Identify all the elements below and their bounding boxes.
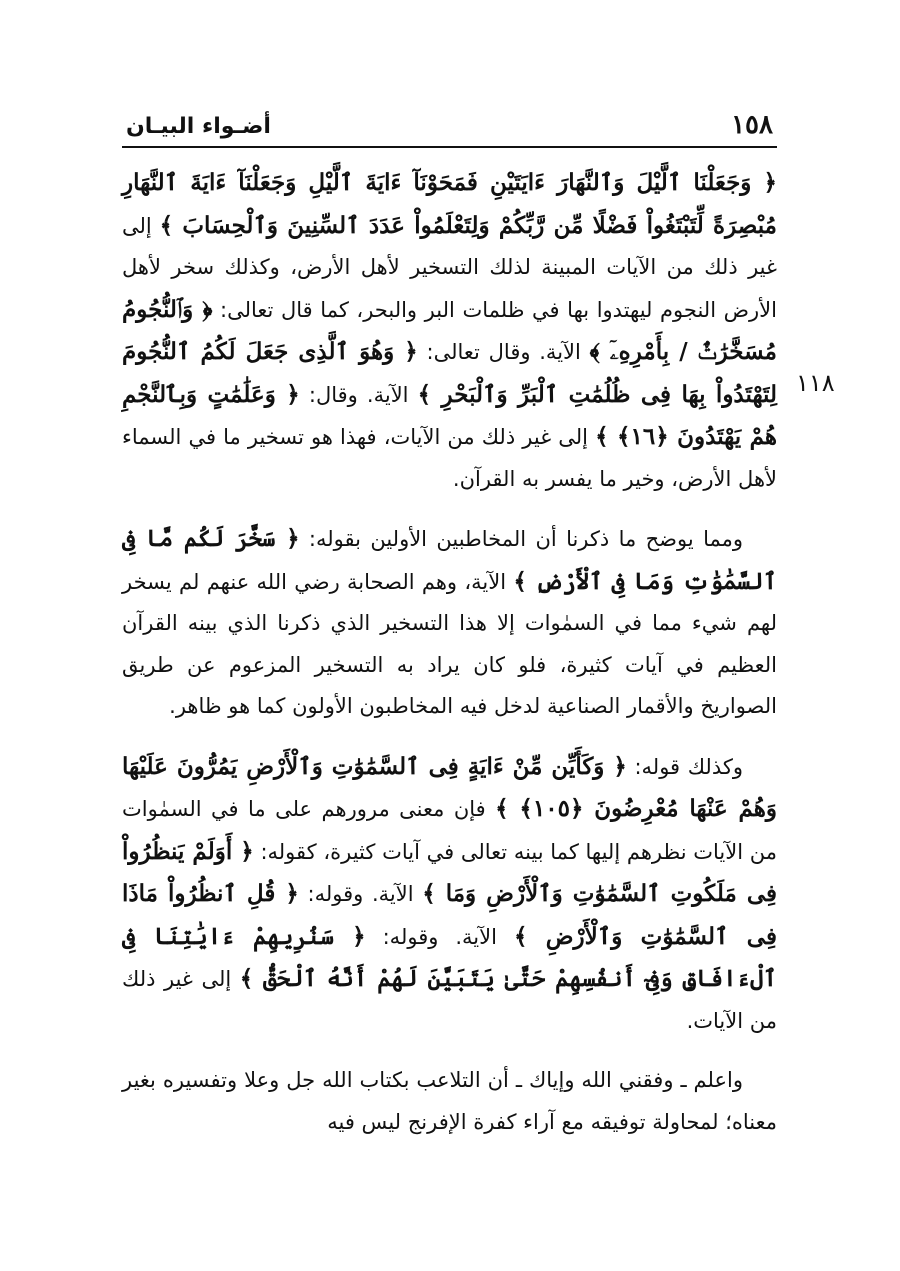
text-segment: فإن معنى مرورهم على ما في السمٰوات من الآيات نظرهم إليها كما بينه تعالى في آيات كثيرة، كقوله: [122,797,778,864]
text-segment: الآية. وقوله: [298,882,423,906]
text-segment: واعلم ـ وفقني الله وإياك ـ أن التلاعب بكتاب الله جل وعلا وتفسيره بغير معناه؛ لمحاولة توفيقه مع آراء كفرة الإفرنج ليس فيه [122,1068,777,1134]
page-header [122,104,777,148]
quran-verse: ﴿ وَعَلَٰمَٰتٍ وَبِٱلنَّجْمِ هُمْ يَهْتَدُونَ ﴿١٦﴾ ﴾ [122,380,777,450]
text-segment: إلى غير ذلك من الآيات المبينة لذلك التسخير لأهل الأرض، وكذلك سخر لأهل الأرض النجوم ليهتدوا بها في ظلمات البر والبحر، كما قال تعالى: [122,213,777,322]
text-segment: إلى غير ذلك من الآيات، فهذا هو تسخير ما في السماء لأهل الأرض، وخير ما يفسر به القرآن. [122,425,777,491]
quran-verse: ﴿ أَوَلَمْ يَنظُرُواْ فِى مَلَكُوتِ ٱلسَّمَٰوَٰتِ وَٱلْأَرْضِ وَمَا ﴾ [122,837,777,907]
text-segment: ومما يوضح ما ذكرنا أن المخاطبين الأولين بقوله: [299,527,744,551]
paragraph [122,1060,777,1143]
book-title: أضـواء البيـان [126,114,271,139]
text-segment: إلى غير ذلك من الآيات. [122,967,777,1033]
paragraph [122,162,777,500]
page-number: ١٥٨ [731,110,773,140]
text-segment: الآية. وقال تعالى: [417,340,590,364]
quran-verse: ﴿ وَهُوَ ٱلَّذِى جَعَلَ لَكُمُ ٱلنُّجُومَ لِتَهْتَدُواْ بِهَا فِى ظُلُمَٰتِ ٱلْبَرِّ وَٱلْبَحْرِ ﴾ [122,338,777,408]
quran-verse: ﴿ قُلِ ٱنظُرُواْ مَاذَا فِى ٱلسَّمَٰوَٰتِ وَٱلْأَرْضِ ﴾ [122,880,777,950]
text-segment: الآية. وقال: [299,382,418,407]
quran-verse: ﴿ وَٱلنُّجُومُ مُسَخَّرَٰتٌۢ / بِأَمْرِهِۦٓ ﴾ [122,295,777,365]
quran-verse: ﴿ سَخَّرَ لَكُم مَّا فِى ٱلسَّمَٰوَٰتِ وَمَا فِى ٱلْأَرْضِ ﴾ [122,525,778,595]
text-segment: الآية، وهم الصحابة رضي الله عنهم لم يسخر لهم شيء مما في السمٰوات إلا هذا التسخير الذي ذكرنا الذي بينه القرآن العظيم في آيات كثيرة، فلو كان يراد به التسخير المزعوم عن طريق الصواريخ والأقمار الصناعية لدخل فيه المخاطبون الأولون كما هو ظاهر. [122,569,777,718]
quran-verse: ﴿ وَكَأَيِّن مِّنْ ءَايَةٍ فِى ٱلسَّمَٰوَٰتِ وَٱلْأَرْضِ يَمُرُّونَ عَلَيْهَا وَهُمْ عَنْهَا مُعْرِضُونَ ﴿١٠٥﴾ ﴾ [122,752,777,822]
text-segment: الآية. وقوله: [365,924,514,949]
body-text [122,162,777,1161]
quran-verse: ﴿ وَجَعَلْنَا ٱلَّيْلَ وَٱلنَّهَارَ ءَايَتَيْنِ فَمَحَوْنَآ ءَايَةَ ٱلَّيْلِ وَجَعَلْنَآ ءَايَةَ ٱلنَّهَارِ مُبْصِرَةً لِّتَبْتَغُواْ فَضْلًا مِّن رَّبِّكُمْ وَلِتَعْلَمُواْ عَدَدَ ٱلسِّنِينَ وَٱلْحِسَابَ ﴾ [122,169,777,239]
quran-verse: ﴿ سَنُرِيهِمْ ءَايَٰتِنَا فِى ٱلْءَافَاقِ وَفِىٓ أَنفُسِهِمْ حَتَّىٰ يَتَبَيَّنَ لَهُمْ أَنَّهُ ٱلْحَقُّ ﴾ [122,922,778,992]
text-segment: وكذلك قوله: [626,754,743,779]
paragraph [122,518,777,728]
margin-page-reference: ١١٨ [796,369,835,397]
paragraph [122,746,777,1043]
